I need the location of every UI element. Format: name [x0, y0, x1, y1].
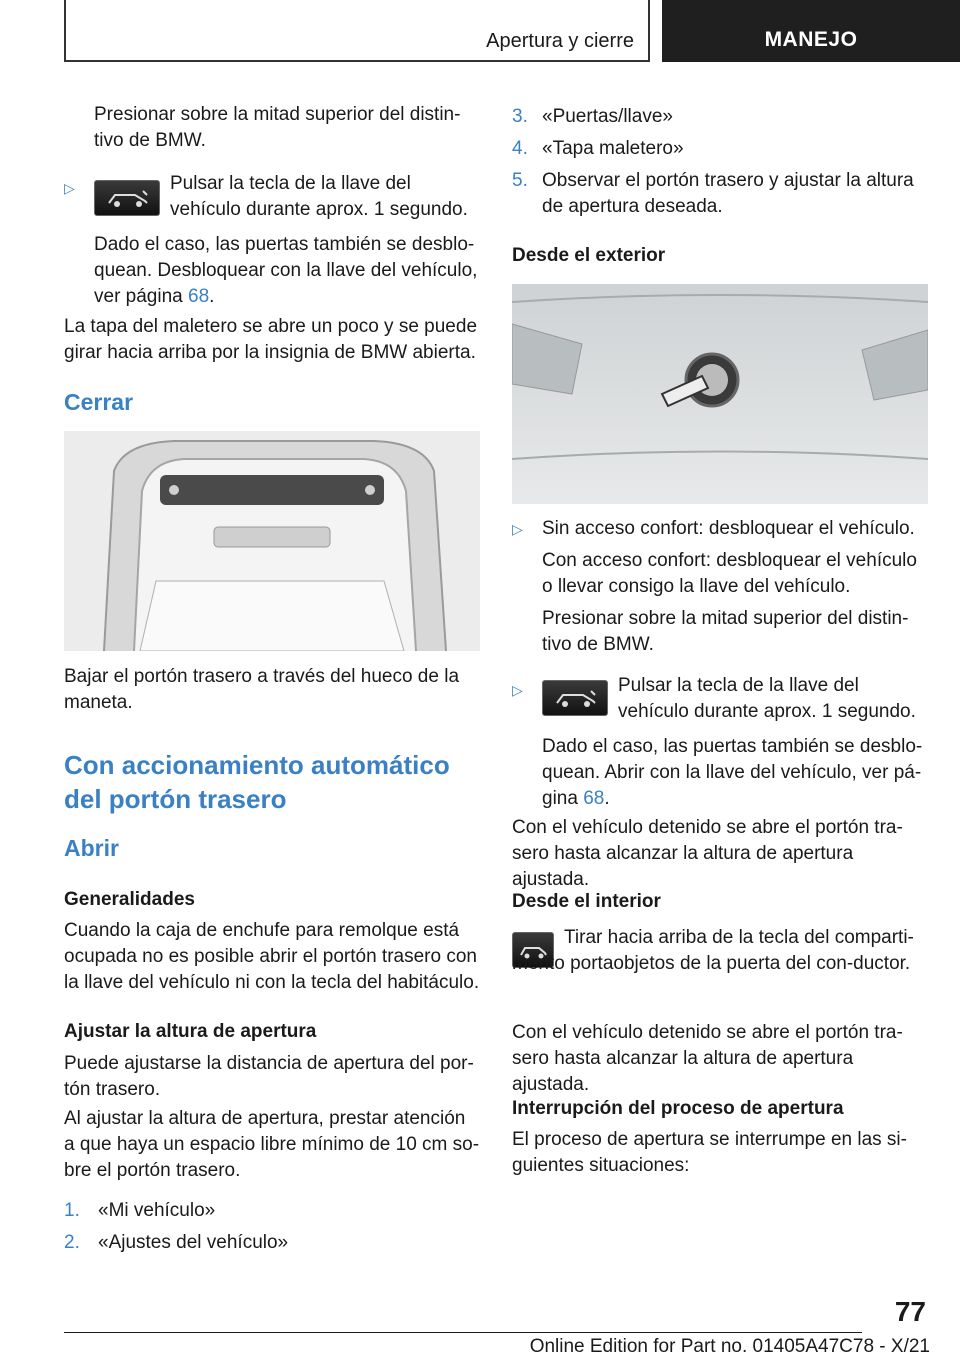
bullet-triangle-icon: ▷: [512, 521, 523, 537]
general-paragraph: Cuando la caja de enchufe para remolque está ocupada no es posible abrir el portón trasero con la llave del vehículo ni con la tecla del habitáculo.: [64, 920, 480, 993]
car-key-trunk-icon: [94, 180, 160, 216]
heading-generalidades: Generalidades: [64, 889, 195, 910]
car-key-trunk-icon: [542, 680, 608, 716]
step-item: 5. Observar el portón trasero y ajustar la altura de apertura deseada.: [512, 170, 914, 217]
ext-bullet2-subtext: Dado el caso, las puertas también se desblo-quean. Abrir con la llave del vehículo, ver pá-gina 68.: [542, 736, 923, 809]
step-item: 2. «Ajustes del vehículo»: [64, 1232, 289, 1253]
section-title: Apertura y cierre: [486, 30, 634, 52]
footer-divider: [64, 1332, 862, 1333]
ajustar-paragraph-1: Puede ajustarse la distancia de apertura del por-tón trasero.: [64, 1053, 474, 1100]
heading-cerrar: Cerrar: [64, 389, 134, 415]
bullet-triangle-icon: ▷: [64, 180, 75, 196]
interrupcion-paragraph: El proceso de apertura se interrumpe en las si-guientes situaciones:: [512, 1129, 907, 1176]
bullet1-text: Pulsar la tecla de la llave del vehículo durante aprox. 1 segundo.: [170, 173, 468, 220]
page-number: 77: [894, 1296, 926, 1327]
stop-paragraph-2: Con el vehículo detenido se abre el portón tra-sero hasta alcanzar la altura de apertura ajustada.: [512, 1022, 903, 1095]
bullet1-subtext: Dado el caso, las puertas también se desblo-quean. Desbloquear con la llave del vehículo, ver página 68.: [94, 234, 478, 307]
heading-interrupcion: Interrupción del proceso de apertura: [512, 1098, 844, 1119]
heading-auto: Con accionamiento automático del portón trasero: [64, 750, 450, 814]
bajar-paragraph: Bajar el portón trasero a través del hueco de la maneta.: [64, 666, 460, 713]
ajustar-paragraph-2: Al ajustar la altura de apertura, prestar atención a que haya un espacio libre mínimo de 10 cm so-bre el portón trasero.: [64, 1108, 480, 1181]
page-link[interactable]: 68: [583, 788, 605, 809]
heading-exterior: Desde el exterior: [512, 245, 666, 266]
trunk-paragraph: La tapa del maletero se abre un poco y se puede girar hacia arriba por la insignia de BMW abierta.: [64, 316, 478, 363]
heading-ajustar: Ajustar la altura de apertura: [64, 1021, 317, 1042]
page-link[interactable]: 68: [188, 286, 210, 307]
stop-paragraph-1: Con el vehículo detenido se abre el portón tra-sero hasta alcanzar la altura de apertura ajustada.: [512, 817, 903, 890]
step-item: 4. «Tapa maletero»: [512, 138, 684, 159]
bullet-triangle-icon: ▷: [512, 682, 523, 698]
heading-abrir: Abrir: [64, 835, 119, 861]
ext-bullet1: Sin acceso confort: desbloquear el vehículo.: [542, 518, 915, 539]
ext-bullet2-text: Pulsar la tecla de la llave del vehículo durante aprox. 1 segundo.: [618, 675, 916, 722]
bmw-badge-image: [512, 284, 928, 504]
heading-interior: Desde el interior: [512, 891, 661, 912]
header-frame: [64, 0, 650, 62]
intro-paragraph: Presionar sobre la mitad superior del distin-tivo de BMW.: [94, 104, 461, 151]
step-item: 3. «Puertas/llave»: [512, 106, 673, 127]
step-item: 1. «Mi vehículo»: [64, 1200, 216, 1221]
ext-bullet1-sub1: Con acceso confort: desbloquear el vehículo o llevar consigo la llave del vehículo.: [542, 550, 917, 597]
tailgate-interior-image: [64, 431, 480, 651]
ext-bullet1-sub2: Presionar sobre la mitad superior del distin-tivo de BMW.: [542, 608, 909, 655]
interior-paragraph: Tirar hacia arriba de la tecla del comparti-mento portaobjetos de la puerta del con-ductor.: [512, 927, 914, 974]
footer-edition: Online Edition for Part no. 01405A47C78 - X/21: [529, 1336, 930, 1357]
chapter-tab: MANEJO: [662, 0, 960, 62]
